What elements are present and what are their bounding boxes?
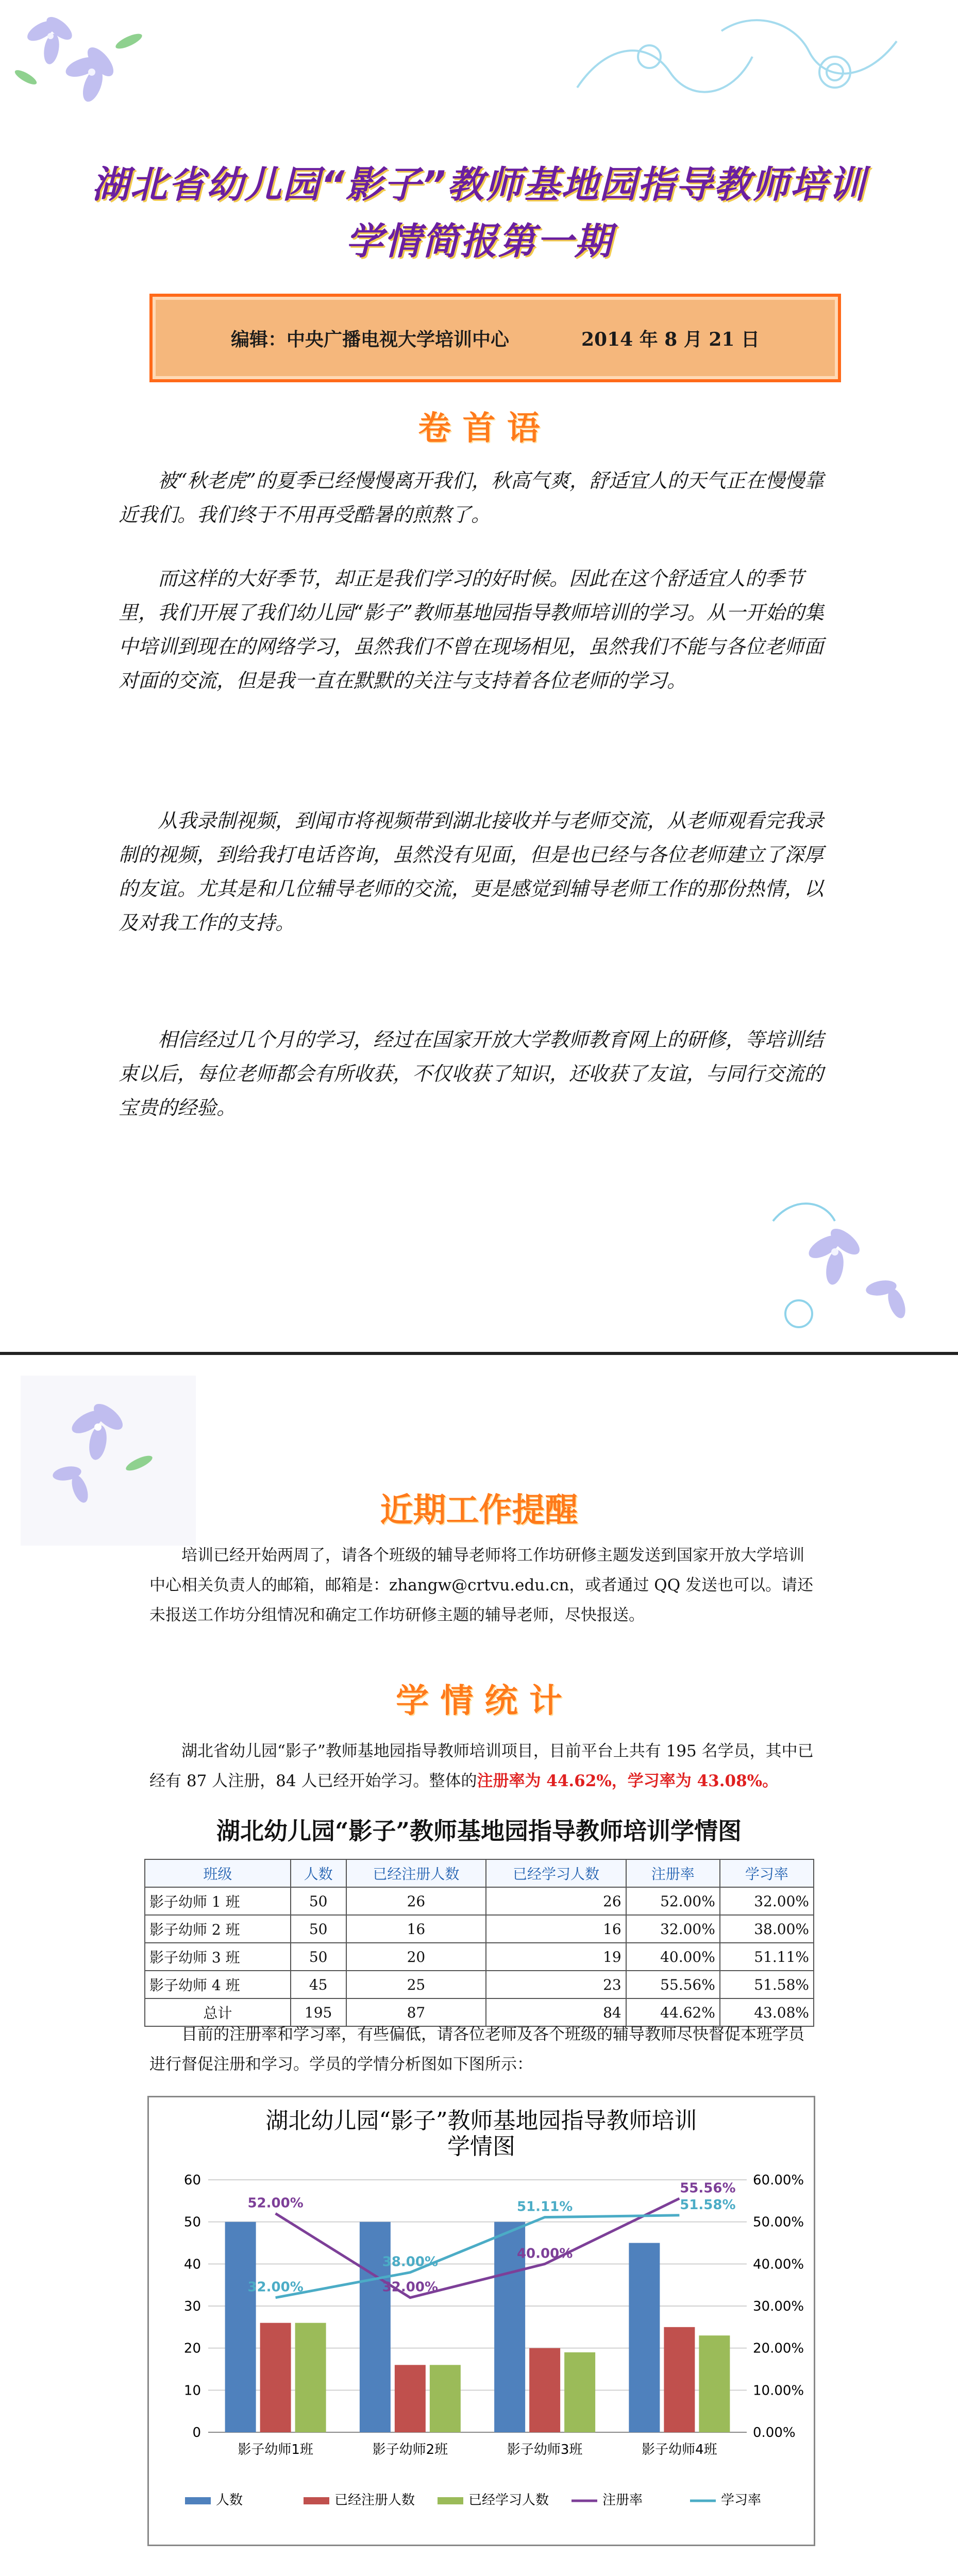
stats-intro-highlight: 注册率为 44.62%，学习率为 43.08%。 <box>477 1772 779 1790</box>
x-tick-label: 影子幼师2班 <box>372 2442 448 2458</box>
table-cell: 51.11% <box>720 1943 814 1971</box>
table-cell: 38.00% <box>720 1915 814 1943</box>
bar <box>629 2243 660 2433</box>
table-cell: 16 <box>486 1915 626 1943</box>
stats-table <box>144 1859 814 2027</box>
table-cell: 43.08% <box>720 1998 814 2026</box>
y-tick-label: 60 <box>183 2173 201 2188</box>
y2-tick-label: 60.00% <box>753 2173 804 2188</box>
legend-label: 已经注册人数 <box>334 2493 415 2508</box>
bar <box>360 2222 391 2432</box>
work-reminder-title: 近期工作提醒 <box>380 1492 578 1530</box>
data-label: 32.00% <box>382 2279 439 2295</box>
column-header: 学习率 <box>720 1859 814 1887</box>
table-cell: 45 <box>291 1971 346 1998</box>
issue-date: 2014 年 8 月 21 日 <box>581 328 760 350</box>
table-cell: 44.62% <box>626 1998 720 2026</box>
bar <box>664 2327 695 2432</box>
y2-tick-label: 10.00% <box>753 2383 804 2399</box>
table-cell: 19 <box>486 1943 626 1971</box>
y2-tick-label: 30.00% <box>753 2299 804 2314</box>
column-header: 注册率 <box>626 1859 720 1887</box>
table-cell: 32.00% <box>626 1915 720 1943</box>
table-cell: 25 <box>346 1971 486 1998</box>
data-label: 51.11% <box>516 2199 573 2215</box>
work-reminder-text: 培训已经开始两周了，请各个班级的辅导老师将工作坊研修主题发送到国家开放大学培训中心相关负责人的邮箱，邮箱是：zhangw@crtvu.edu.cn，或者通过 QQ 发送也可以。请还未报送工作坊分组情况和确定工作坊研修主题的辅导老师，尽快报送。 <box>149 1546 813 1624</box>
table-cell: 16 <box>346 1915 486 1943</box>
chart-title: 湖北幼儿园“影子”教师基地园指导教师培训学情图 <box>265 2108 697 2160</box>
y-tick-label: 40 <box>183 2257 201 2273</box>
editor-info-box <box>149 294 841 382</box>
table-cell: 影子幼师 3 班 <box>145 1943 291 1971</box>
stats-intro <box>149 1736 819 1796</box>
table-cell: 23 <box>486 1971 626 1998</box>
bar <box>225 2222 256 2432</box>
bulletin-title: 湖北省幼儿园“影子”教师基地园指导教师培训 <box>92 163 866 206</box>
table-cell: 影子幼师 4 班 <box>145 1971 291 1998</box>
table-row <box>145 1943 814 1971</box>
legend-swatch <box>185 2497 211 2504</box>
table-cell: 51.58% <box>720 1971 814 1998</box>
column-header: 班级 <box>145 1859 291 1887</box>
column-header: 已经注册人数 <box>346 1859 486 1887</box>
data-label: 51.58% <box>680 2197 736 2213</box>
table-cell: 87 <box>346 1998 486 2026</box>
y-tick-label: 10 <box>183 2383 201 2399</box>
legend-swatch <box>304 2497 329 2504</box>
table-cell: 55.56% <box>626 1971 720 1998</box>
table-cell: 50 <box>291 1915 346 1943</box>
bar <box>699 2335 730 2432</box>
x-tick-label: 影子幼师1班 <box>238 2442 313 2458</box>
preface-paragraph: 被“秋老虎”的夏季已经慢慢离开我们，秋高气爽，舒适宜人的天气正在慢慢靠近我们。我们终于不用再受酷暑的煎熬了。 <box>119 469 824 526</box>
column-header: 人数 <box>291 1859 346 1887</box>
table-row <box>145 1887 814 1915</box>
table-cell: 26 <box>486 1887 626 1915</box>
data-label: 38.00% <box>382 2254 439 2270</box>
stats-table-title: 湖北幼儿园“影子”教师基地园指导教师培训学情图 <box>216 1817 742 1845</box>
table-row <box>145 1915 814 1943</box>
legend-label: 人数 <box>216 2493 243 2508</box>
y2-tick-label: 40.00% <box>753 2257 804 2273</box>
stats-chart <box>147 2096 815 2546</box>
y-tick-label: 50 <box>183 2214 201 2230</box>
table-cell: 32.00% <box>720 1887 814 1915</box>
flower-decoration-icon <box>5 0 170 113</box>
legend-label: 已经学习人数 <box>468 2493 549 2508</box>
table-cell: 影子幼师 2 班 <box>145 1915 291 1943</box>
stats-title: 学 情 统 计 <box>396 1682 562 1720</box>
data-label: 55.56% <box>680 2180 736 2196</box>
series-line <box>276 2198 680 2297</box>
x-tick-label: 影子幼师4班 <box>642 2442 717 2458</box>
swirl-decoration-icon <box>567 10 938 113</box>
table-cell: 52.00% <box>626 1887 720 1915</box>
stats-intro-text: 湖北省幼儿园“影子”教师基地园指导教师培训项目，目前平台上共有 195 名学员，其中已经有 87 人注册，84 人已经开始学习。整体的 <box>149 1742 814 1790</box>
table-cell: 影子幼师 1 班 <box>145 1887 291 1915</box>
preface-paragraph: 而这样的大好季节，却正是我们学习的好时候。因此在这个舒适宜人的季节里，我们开展了我们幼儿园“影子”教师基地园指导教师培训的学习。从一开始的集中培训到现在的网络学习，虽然我们不曾在现场相见，虽然我们不能与各位老师面对面的交流，但是我一直在默默的关注与支持着各位老师的学习。 <box>119 567 824 692</box>
bulletin-subtitle: 学情简报第一期 <box>345 219 613 263</box>
bar <box>430 2365 461 2432</box>
bar <box>260 2323 291 2432</box>
bar <box>295 2323 326 2432</box>
legend-swatch <box>438 2497 463 2504</box>
flower-decoration-icon <box>763 1185 933 1340</box>
x-tick-label: 影子幼师3班 <box>507 2442 583 2458</box>
legend-label: 学习率 <box>721 2493 762 2508</box>
table-cell: 26 <box>346 1887 486 1915</box>
preface-title: 卷 首 语 <box>418 410 540 448</box>
table-cell: 195 <box>291 1998 346 2026</box>
preface-paragraph: 相信经过几个月的学习，经过在国家开放大学教师教育网上的研修，等培训结束以后，每位老师都会有所收获，不仅收获了知识，还收获了友谊，与同行交流的宝贵的经验。 <box>119 1028 824 1119</box>
table-cell: 50 <box>291 1943 346 1971</box>
table-cell: 50 <box>291 1887 346 1915</box>
bar <box>564 2352 595 2432</box>
column-header: 已经学习人数 <box>486 1859 626 1887</box>
table-cell: 84 <box>486 1998 626 2026</box>
legend-label: 注册率 <box>602 2493 643 2508</box>
y-tick-label: 20 <box>183 2341 201 2357</box>
after-table-text: 目前的注册率和学习率，有些偏低，请各位老师及各个班级的辅导教师尽快督促本班学员进行督促注册和学习。学员的学情分析图如下图所示： <box>149 2025 804 2074</box>
table-row <box>145 1971 814 1998</box>
bar <box>529 2348 560 2432</box>
y2-tick-label: 20.00% <box>753 2341 804 2357</box>
preface-paragraph: 从我录制视频，到闻市将视频带到湖北接收并与老师交流，从老师观看完我录制的视频，到给我打电话咨询，虽然没有见面，但是也已经与各位老师建立了深厚的友谊。尤其是和几位辅导老师的交流，更是感觉到辅导老师工作的那份热情，以及对我工作的支持。 <box>119 809 824 934</box>
data-label: 40.00% <box>516 2246 573 2262</box>
y2-tick-label: 50.00% <box>753 2214 804 2230</box>
data-label: 52.00% <box>247 2195 304 2211</box>
table-cell: 20 <box>346 1943 486 1971</box>
editor-label: 编辑：中央广播电视大学培训中心 <box>230 328 509 350</box>
table-header-row <box>145 1859 814 1887</box>
bar <box>395 2365 426 2432</box>
table-cell: 40.00% <box>626 1943 720 1971</box>
y-tick-label: 30 <box>183 2299 201 2314</box>
y2-tick-label: 0.00% <box>753 2425 796 2441</box>
chart-svg <box>149 2097 814 2545</box>
table-cell: 总计 <box>145 1998 291 2026</box>
data-label: 32.00% <box>247 2279 304 2295</box>
y-tick-label: 0 <box>192 2425 201 2441</box>
